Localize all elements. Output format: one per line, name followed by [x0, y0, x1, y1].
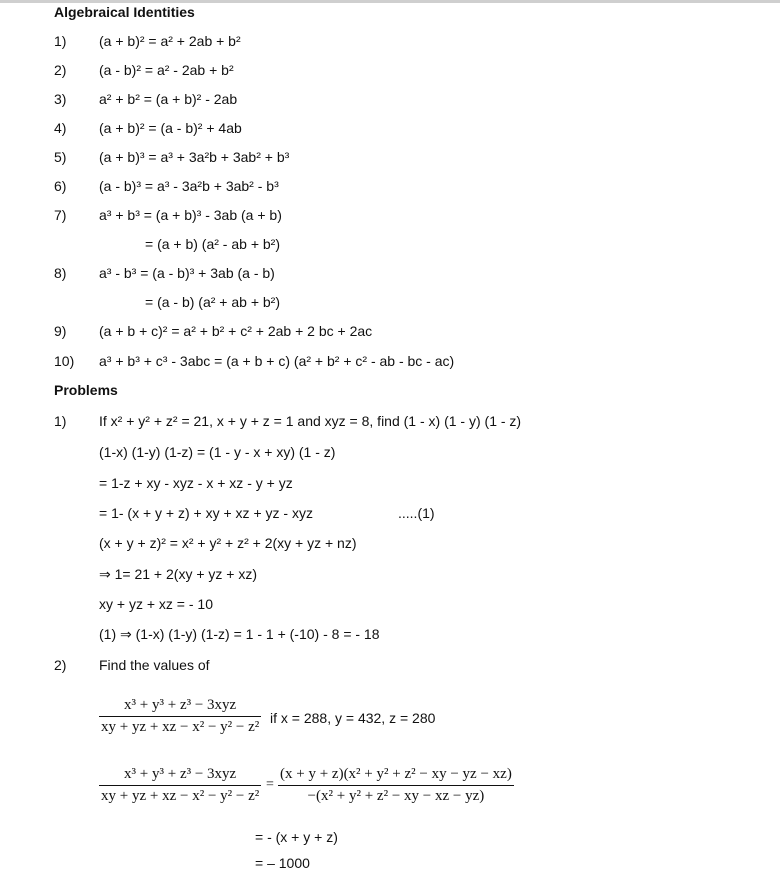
given-values: if x = 288, y = 432, z = 280	[270, 710, 436, 726]
identity-number: 9)	[54, 323, 67, 339]
identity-number: 2)	[54, 62, 67, 78]
solution-step: (1-x) (1-y) (1-z) = (1 - y - x + xy) (1 - z)	[99, 444, 336, 460]
problems-heading: Problems	[54, 382, 118, 398]
identity-text: (a + b + c)² = a² + b² + c² + 2ab + 2 bc + 2ac	[99, 323, 373, 339]
problem-statement: Find the values of	[99, 657, 210, 673]
identity-text: a³ - b³ = (a - b)³ + 3ab (a - b)	[99, 265, 275, 281]
top-border	[0, 0, 780, 3]
solution-step: (x + y + z)² = x² + y² + z² + 2(xy + yz + nz)	[99, 535, 357, 551]
solution-step: = 1-z + xy - xyz - x + xz - y + yz	[99, 475, 293, 491]
identity-text: (a + b)³ = a³ + 3a²b + 3ab² + b³	[99, 149, 290, 165]
identity-number: 3)	[54, 91, 67, 107]
problem-statement: If x² + y² + z² = 21, x + y + z = 1 and xyz = 8, find (1 - x) (1 - y) (1 - z)	[99, 413, 522, 429]
problem-number: 2)	[54, 657, 67, 673]
solution-step: xy + yz + xz = - 10	[99, 596, 213, 612]
fraction-numerator: (x + y + z)(x² + y² + z² − xy − yz − xz)	[280, 766, 512, 782]
identity-number: 5)	[54, 149, 67, 165]
identity-number: 7)	[54, 207, 67, 223]
identity-text: (a + b)² = (a - b)² + 4ab	[99, 120, 242, 136]
solution-step: ⇒ 1= 21 + 2(xy + yz + xz)	[99, 566, 258, 582]
fraction-bar	[99, 716, 261, 717]
identity-number: 6)	[54, 178, 67, 194]
identity-number: 8)	[54, 265, 67, 281]
result-step: = - (x + y + z)	[255, 829, 338, 845]
solution-step: (1) ⇒ (1-x) (1-y) (1-z) = 1 - 1 + (-10) - 8 = - 18	[99, 626, 380, 642]
identities-heading: Algebraical Identities	[54, 4, 195, 20]
solution-step: = 1- (x + y + z) + xy + xz + yz - xyz	[99, 505, 313, 521]
identity-text: a² + b² = (a + b)² - 2ab	[99, 91, 238, 107]
fraction-expression	[99, 697, 261, 736]
fraction-numerator: x³ + y³ + z³ − 3xyz	[124, 697, 237, 713]
fraction-denominator: −(x² + y² + z² − xy − xz − yz)	[307, 788, 485, 804]
fraction-numerator: x³ + y³ + z³ − 3xyz	[124, 766, 237, 782]
identity-continuation: = (a + b) (a² - ab + b²)	[145, 236, 280, 252]
fraction-bar	[99, 785, 261, 786]
identity-continuation: = (a - b) (a² + ab + b²)	[145, 294, 280, 310]
fraction-bar	[278, 785, 514, 786]
fraction-denominator: xy + yz + xz − x² − y² − z²	[101, 719, 260, 735]
identity-number: 4)	[54, 120, 67, 136]
equals-sign: =	[266, 777, 274, 792]
identity-number: 10)	[54, 353, 75, 369]
equation-tag: .....(1)	[398, 505, 435, 521]
problem-number: 1)	[54, 413, 67, 429]
identity-text: a³ + b³ = (a + b)³ - 3ab (a + b)	[99, 207, 282, 223]
identity-number: 1)	[54, 33, 67, 49]
identity-text: (a + b)² = a² + 2ab + b²	[99, 33, 241, 49]
identity-text: (a - b)² = a² - 2ab + b²	[99, 62, 234, 78]
fraction-expression	[99, 766, 261, 805]
result-step: = – 1000	[255, 855, 310, 871]
fraction-denominator: xy + yz + xz − x² − y² − z²	[101, 788, 260, 804]
identity-text: (a - b)³ = a³ - 3a²b + 3ab² - b³	[99, 178, 279, 194]
identity-text: a³ + b³ + c³ - 3abc = (a + b + c) (a² + b² + c² - ab - bc - ac)	[99, 353, 455, 369]
factored-fraction	[278, 766, 514, 805]
